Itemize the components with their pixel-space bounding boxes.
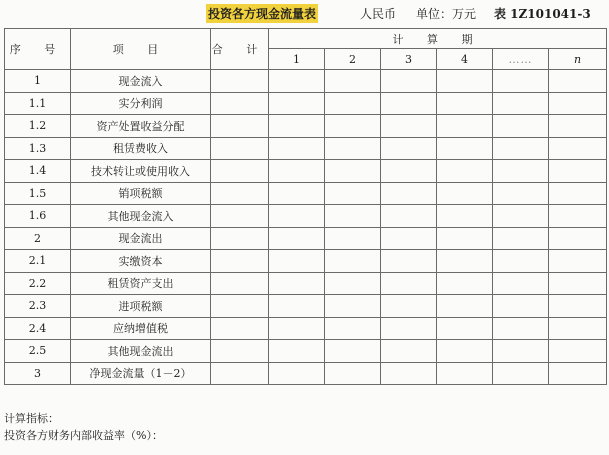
row-seq: 1 <box>5 70 71 93</box>
empty-cell <box>437 137 493 160</box>
currency-label: 人民币 <box>360 7 397 21</box>
empty-cell <box>325 182 381 205</box>
empty-cell <box>549 272 607 295</box>
empty-cell <box>325 115 381 138</box>
empty-cell <box>325 340 381 363</box>
empty-cell <box>269 295 325 318</box>
table-number: 表 1Z101041-3 <box>494 7 591 21</box>
row-item: 进项税额 <box>71 295 211 318</box>
empty-cell <box>549 340 607 363</box>
empty-cell <box>211 205 269 228</box>
empty-cell <box>381 137 437 160</box>
empty-cell <box>437 70 493 93</box>
empty-cell <box>437 160 493 183</box>
row-seq: 1.2 <box>5 115 71 138</box>
period-header: …… <box>493 49 549 70</box>
empty-cell <box>549 362 607 385</box>
empty-cell <box>381 362 437 385</box>
empty-cell <box>381 205 437 228</box>
empty-cell <box>493 362 549 385</box>
empty-cell <box>549 295 607 318</box>
footer-irr-label: 投资各方财务内部收益率（%）： <box>4 429 163 442</box>
row-item: 资产处置收益分配 <box>71 115 211 138</box>
row-seq: 3 <box>5 362 71 385</box>
header-seq: 序 号 <box>5 29 71 70</box>
empty-cell <box>549 115 607 138</box>
table-row <box>5 272 607 295</box>
period-header: 4 <box>437 49 493 70</box>
row-item: 现金流出 <box>71 227 211 250</box>
empty-cell <box>493 250 549 273</box>
footer-indicators-label: 计算指标： <box>4 412 59 425</box>
empty-cell <box>269 137 325 160</box>
period-header: 2 <box>325 49 381 70</box>
row-seq: 2.4 <box>5 317 71 340</box>
empty-cell <box>549 137 607 160</box>
empty-cell <box>493 227 549 250</box>
header-period: 计 算 期 <box>269 29 607 49</box>
empty-cell <box>493 182 549 205</box>
empty-cell <box>211 70 269 93</box>
table-row <box>5 295 607 318</box>
empty-cell <box>325 317 381 340</box>
empty-cell <box>211 227 269 250</box>
empty-cell <box>493 272 549 295</box>
empty-cell <box>325 92 381 115</box>
empty-cell <box>549 92 607 115</box>
empty-cell <box>325 250 381 273</box>
empty-cell <box>269 205 325 228</box>
empty-cell <box>211 362 269 385</box>
period-header: n <box>549 49 607 70</box>
empty-cell <box>493 317 549 340</box>
empty-cell <box>437 115 493 138</box>
table-title: 投资各方现金流量表 <box>206 4 318 23</box>
table-row <box>5 205 607 228</box>
empty-cell <box>381 70 437 93</box>
empty-cell <box>269 317 325 340</box>
empty-cell <box>269 250 325 273</box>
table-row <box>5 362 607 385</box>
empty-cell <box>269 227 325 250</box>
empty-cell <box>493 205 549 228</box>
row-item: 销项税额 <box>71 182 211 205</box>
empty-cell <box>493 340 549 363</box>
row-seq: 1.6 <box>5 205 71 228</box>
empty-cell <box>493 160 549 183</box>
empty-cell <box>211 182 269 205</box>
empty-cell <box>493 295 549 318</box>
row-seq: 2.2 <box>5 272 71 295</box>
row-seq: 2.5 <box>5 340 71 363</box>
row-item: 实分利润 <box>71 92 211 115</box>
empty-cell <box>549 160 607 183</box>
empty-cell <box>211 340 269 363</box>
table-row <box>5 182 607 205</box>
table-row <box>5 160 607 183</box>
empty-cell <box>437 295 493 318</box>
empty-cell <box>381 227 437 250</box>
table-row <box>5 115 607 138</box>
empty-cell <box>211 250 269 273</box>
empty-cell <box>381 250 437 273</box>
empty-cell <box>493 92 549 115</box>
row-seq: 1.4 <box>5 160 71 183</box>
empty-cell <box>437 362 493 385</box>
empty-cell <box>325 160 381 183</box>
empty-cell <box>549 227 607 250</box>
empty-cell <box>211 317 269 340</box>
cash-flow-table <box>4 28 607 385</box>
footer-notes <box>4 410 606 444</box>
table-row <box>5 92 607 115</box>
empty-cell <box>437 227 493 250</box>
table-row <box>5 137 607 160</box>
empty-cell <box>269 160 325 183</box>
empty-cell <box>381 295 437 318</box>
row-item: 其他现金流入 <box>71 205 211 228</box>
empty-cell <box>381 317 437 340</box>
empty-cell <box>269 70 325 93</box>
row-seq: 2.3 <box>5 295 71 318</box>
row-item: 租赁资产支出 <box>71 272 211 295</box>
empty-cell <box>493 70 549 93</box>
empty-cell <box>437 340 493 363</box>
empty-cell <box>381 160 437 183</box>
empty-cell <box>437 92 493 115</box>
empty-cell <box>211 272 269 295</box>
table-row <box>5 317 607 340</box>
empty-cell <box>269 115 325 138</box>
empty-cell <box>549 182 607 205</box>
empty-cell <box>549 70 607 93</box>
empty-cell <box>437 182 493 205</box>
row-seq: 1.5 <box>5 182 71 205</box>
empty-cell <box>325 272 381 295</box>
empty-cell <box>437 250 493 273</box>
row-item: 现金流入 <box>71 70 211 93</box>
row-item: 技术转让或使用收入 <box>71 160 211 183</box>
table-row <box>5 340 607 363</box>
empty-cell <box>211 295 269 318</box>
empty-cell <box>211 92 269 115</box>
empty-cell <box>493 137 549 160</box>
row-seq: 1.3 <box>5 137 71 160</box>
empty-cell <box>325 227 381 250</box>
period-header: 1 <box>269 49 325 70</box>
empty-cell <box>325 295 381 318</box>
row-item: 实缴资本 <box>71 250 211 273</box>
header-total: 合 计 <box>211 29 269 70</box>
empty-cell <box>211 115 269 138</box>
empty-cell <box>381 340 437 363</box>
empty-cell <box>493 115 549 138</box>
unit-label: 单位：万元 <box>416 7 477 21</box>
empty-cell <box>381 115 437 138</box>
empty-cell <box>381 272 437 295</box>
row-item: 租赁费收入 <box>71 137 211 160</box>
empty-cell <box>325 205 381 228</box>
table-row <box>5 70 607 93</box>
table-header <box>0 0 609 26</box>
empty-cell <box>549 250 607 273</box>
header-item: 项 目 <box>71 29 211 70</box>
empty-cell <box>437 317 493 340</box>
empty-cell <box>381 92 437 115</box>
empty-cell <box>269 362 325 385</box>
empty-cell <box>325 137 381 160</box>
row-item: 应纳增值税 <box>71 317 211 340</box>
row-seq: 1.1 <box>5 92 71 115</box>
empty-cell <box>269 182 325 205</box>
row-item: 净现金流量（1－2） <box>71 362 211 385</box>
empty-cell <box>325 70 381 93</box>
empty-cell <box>437 272 493 295</box>
row-item: 其他现金流出 <box>71 340 211 363</box>
table-row <box>5 250 607 273</box>
empty-cell <box>269 272 325 295</box>
empty-cell <box>211 160 269 183</box>
row-seq: 2 <box>5 227 71 250</box>
empty-cell <box>549 317 607 340</box>
empty-cell <box>269 92 325 115</box>
empty-cell <box>325 362 381 385</box>
empty-cell <box>211 137 269 160</box>
empty-cell <box>549 205 607 228</box>
period-header: 3 <box>381 49 437 70</box>
empty-cell <box>269 340 325 363</box>
table-row <box>5 227 607 250</box>
empty-cell <box>381 182 437 205</box>
empty-cell <box>437 205 493 228</box>
row-seq: 2.1 <box>5 250 71 273</box>
